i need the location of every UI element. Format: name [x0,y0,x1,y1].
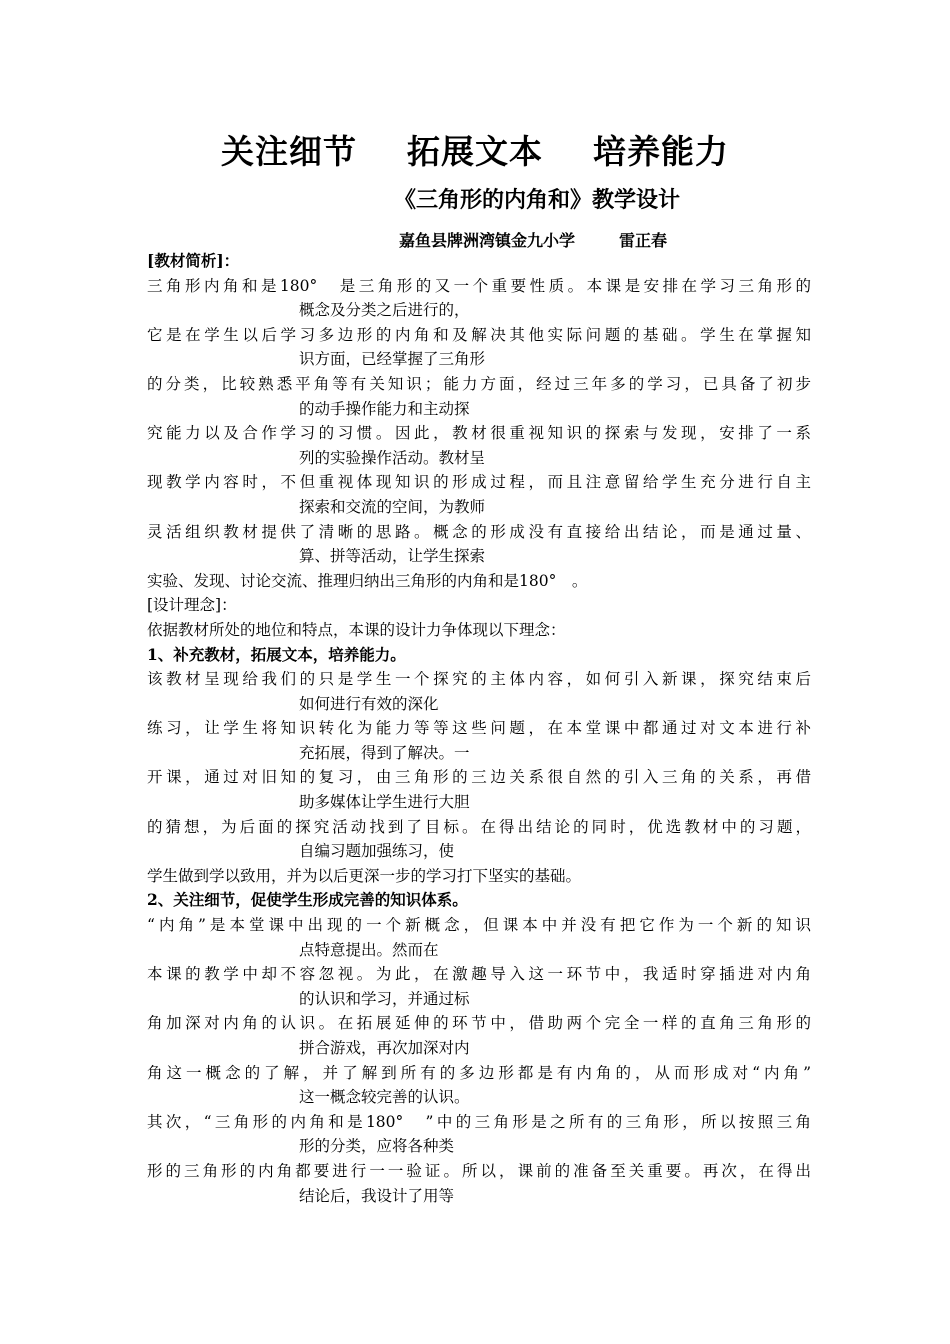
body-line: 的认识和学习，并通过标 [299,989,470,1008]
body-line: 开课，通过对旧知的复习，由三角形的三边关系很自然的引入三角的关系，再借 [147,768,811,787]
body-line: 探索和交流的空间，为教师 [299,497,486,516]
title-part-1: 关注细节 [221,132,357,171]
body-line: [设计理念]： [147,596,237,615]
body-line: 如何进行有效的深化 [299,694,439,713]
body-line: 三角形内角和是180° 是三角形的又一个重要性质。本课是安排在学习三角形的 [147,276,811,295]
body-line: 点特意提出。然而在 [299,940,439,959]
body-line: 角加深对内角的认识。在拓展延伸的环节中，借助两个完全一样的直角三角形的 [147,1014,811,1033]
title-part-3: 培养能力 [593,132,729,171]
body-line: [教材简析]： [147,251,240,270]
author-line [399,228,667,251]
body-line: 其次，“三角形的内角和是180° ”中的三角形是之所有的三角形，所以按照三角 [147,1112,811,1131]
body-line: 学生做到学以致用，并为以后更深一步的学习打下坚实的基础。 [147,866,582,885]
body-line: 拼合游戏，再次加深对内 [299,1039,470,1057]
body-line: 列的实验操作活动。教材呈 [299,448,486,467]
title-part-2: 拓展文本 [407,132,543,171]
body-line: 的动手操作能力和主动探 [299,399,470,418]
body-line: 它是在学生以后学习多边形的内角和及解决其他实际问题的基础。学生在掌握知 [147,325,811,344]
document-body [147,249,811,1208]
body-line: 2、关注细节，促使学生形成完善的知识体系。 [147,890,468,910]
body-line: 1、补充教材，拓展文本，培养能力。 [147,644,406,664]
body-line: 该教材呈现给我们的只是学生一个探究的主体内容，如何引入新课，探究结束后 [147,670,811,689]
author-name: 雷正春 [619,231,668,250]
body-line: 这一概念较完善的认识。 [299,1088,470,1107]
body-line: 现教学内容时，不但重视体现知识的形成过程，而且注意留给学生充分进行自主 [147,473,811,492]
body-line: 究能力以及合作学习的习惯。因此，教材很重视知识的探索与发现，安排了一系 [147,424,811,443]
body-line: 识方面，已经掌握了三角形 [299,350,486,369]
body-line: “内角”是本堂课中出现的一个新概念，但课本中并没有把它作为一个新的知识 [147,916,811,935]
body-line: 充拓展，得到了解决。一 [299,743,470,762]
school-name: 嘉鱼县牌洲湾镇金九小学 [399,231,576,250]
body-line: 依据教材所处的地位和特点，本课的设计力争体现以下理念： [147,620,566,639]
body-line: 本课的教学中却不容忽视。为此，在激趣导入这一环节中，我适时穿插进对内角 [147,965,811,984]
body-line: 的猜想，为后面的探究活动找到了目标。在得出结论的同时，优选教材中的习题， [147,817,811,836]
body-line: 灵活组织教材提供了清晰的思路。概念的形成没有直接给出结论，而是通过量、 [147,522,811,541]
body-line: 角这一概念的了解，并了解到所有的多边形都是有内角的，从而形成对“内角” [147,1063,811,1082]
body-line: 概念及分类之后进行的， [299,301,470,320]
body-line: 自编习题加强练习，使 [299,842,455,861]
body-line: 助多媒体让学生进行大胆 [299,793,470,812]
sub-title: 《三角形的内角和》教学设计 [394,187,681,213]
body-line: 算、拼等活动，让学生探索 [299,547,486,566]
main-title [0,126,950,173]
body-line: 实验、发现、讨论交流、推理归纳出三角形的内角和是180° 。 [147,571,588,590]
body-line: 形的分类，应将各种类 [299,1137,455,1156]
body-line: 结论后，我设计了用等 [299,1186,455,1205]
body-line: 练习，让学生将知识转化为能力等等这些问题，在本堂课中都通过对文本进行补 [147,719,811,738]
body-line: 的分类，比较熟悉平角等有关知识；能力方面，经过三年多的学习，已具备了初步 [147,374,811,393]
body-line: 形的三角形的内角都要进行一一验证。所以，课前的准备至关重要。再次，在得出 [147,1161,811,1180]
